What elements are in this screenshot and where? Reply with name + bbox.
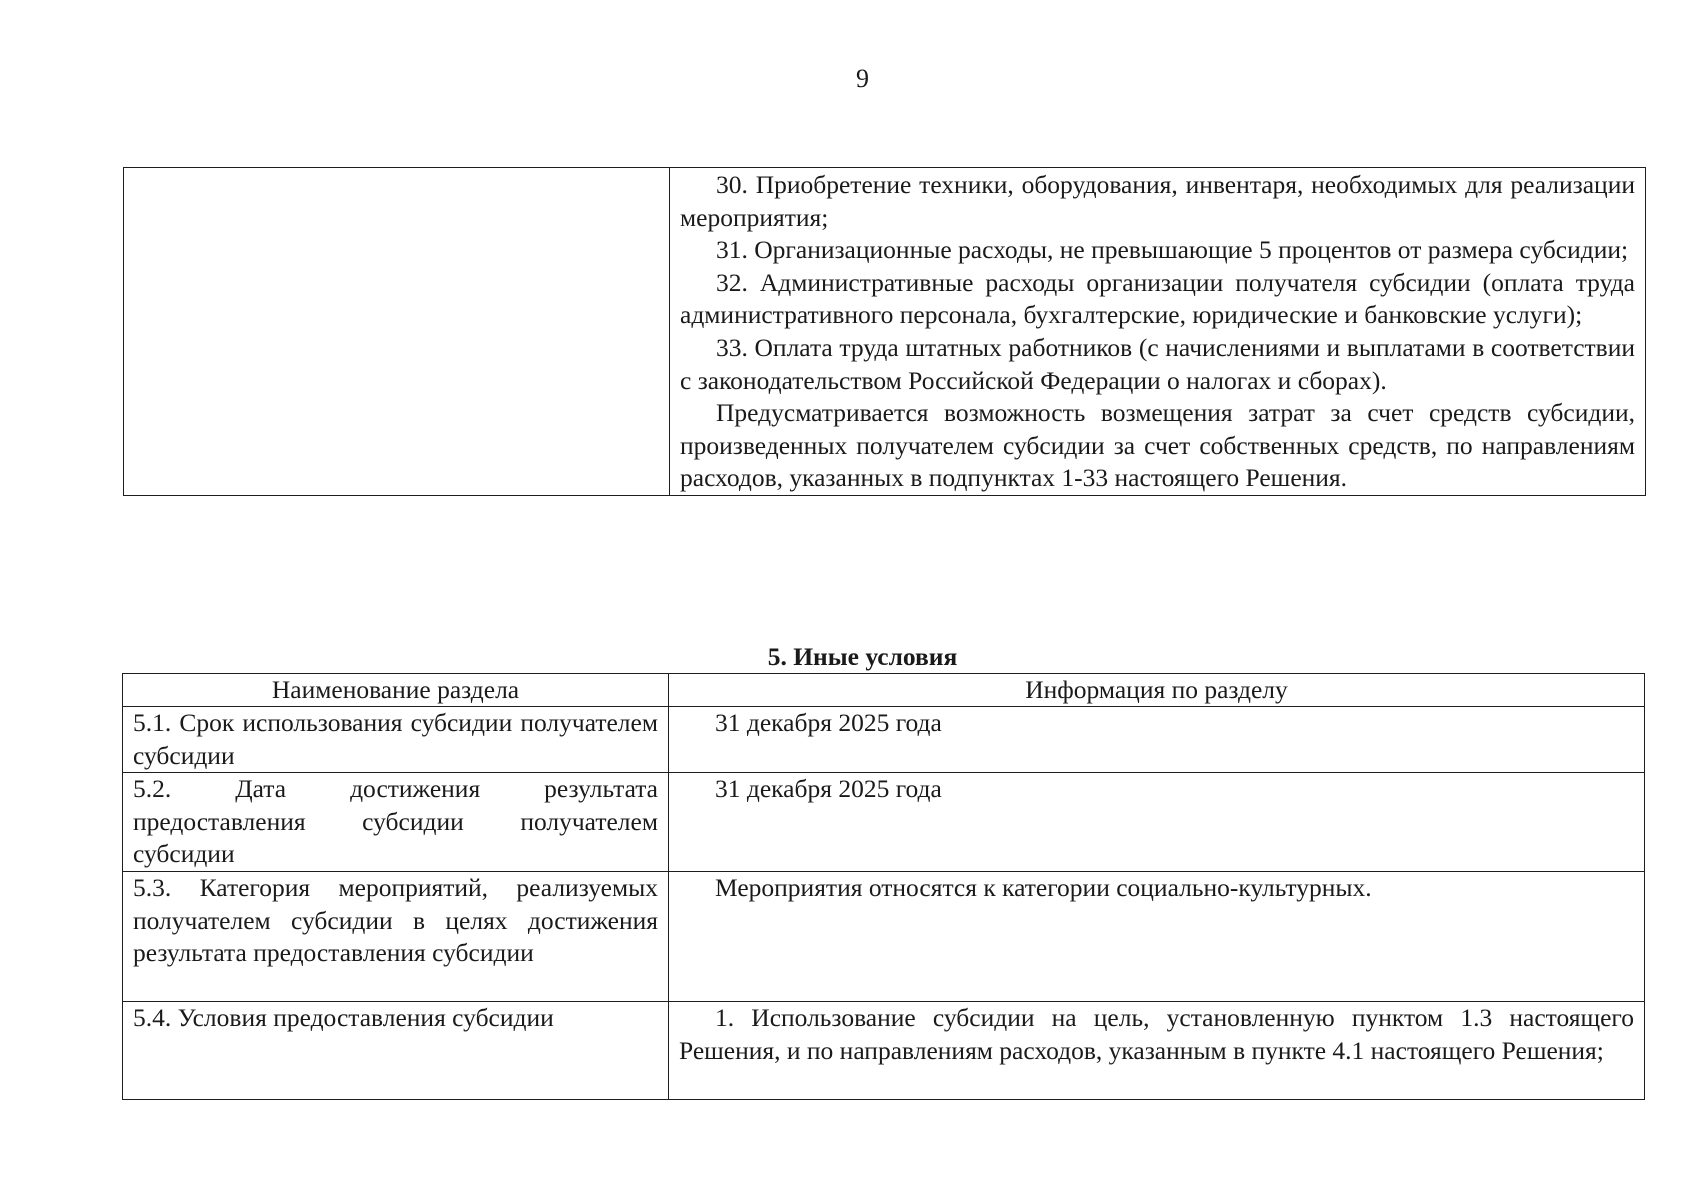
row-name-5-4: 5.4. Условия предоставления субсидии [123,1002,669,1100]
expenses-table-row [124,168,1646,496]
row-info-text: 31 декабря 2025 года [715,774,942,804]
row-name-5-1: 5.1. Срок использования субсидии получателем субсидии [123,707,669,773]
table-row [123,872,1645,1002]
row-info-5-3 [669,872,1645,1002]
page-number: 9 [856,64,869,93]
expense-item-33: 33. Оплата труда штатных работников (с начислениями и выплатами в соответствии с законодательством Российской Федерации о налогах и сборах). [680,332,1635,395]
expenses-table [123,167,1646,496]
row-info-5-2 [669,773,1645,872]
expense-item-30: 30. Приобретение техники, оборудования, инвентаря, необходимых для реализации мероприятия; [680,170,1635,232]
row-info-text: 31 декабря 2025 года [715,708,942,737]
reimbursement-note: Предусматривается возможность возмещения затрат за счет средств субсидии, произведенных получателем субсидии за счет собственных средств, по направлениям расходов, указанных в подпунктах 1-33 настоящего Решения. [680,398,1635,493]
table-row [123,773,1645,872]
expense-item-31: 31. Организационные расходы, не превышающие 5 процентов от размера субсидии; [716,235,1629,265]
row-name-5-2: 5.2. Дата достижения результата предоставления субсидии получателем субсидии [123,773,669,872]
row-info-5-1 [669,707,1645,773]
row-info-text: Мероприятия относятся к категории социально-культурных. [715,873,1372,903]
column-header-name: Наименование раздела [123,674,669,707]
row-name-5-3: 5.3. Категория мероприятий, реализуемых получателем субсидии в целях достижения результата предоставления субсидии [123,872,669,1002]
row-info-text: 1. Использование субсидии на цель, установленную пунктом 1.3 настоящего Решения, и по направлениям расходов, указанным в пункте 4.1 настоящего Решения; [679,1003,1634,1065]
section-heading: 5. Иные условия [767,642,958,671]
expense-item-32: 32. Административные расходы организации получателя субсидии (оплата труда административного персонала, бухгалтерские, юридические и банковские услуги); [680,267,1635,330]
expenses-empty-cell [124,168,670,496]
expenses-list-cell [670,168,1646,496]
row-info-5-4 [669,1002,1645,1100]
table-row [123,707,1645,773]
column-header-info: Информация по разделу [669,674,1645,707]
table-row [123,1002,1645,1100]
conditions-header-row [123,674,1645,707]
conditions-table [122,673,1645,1100]
